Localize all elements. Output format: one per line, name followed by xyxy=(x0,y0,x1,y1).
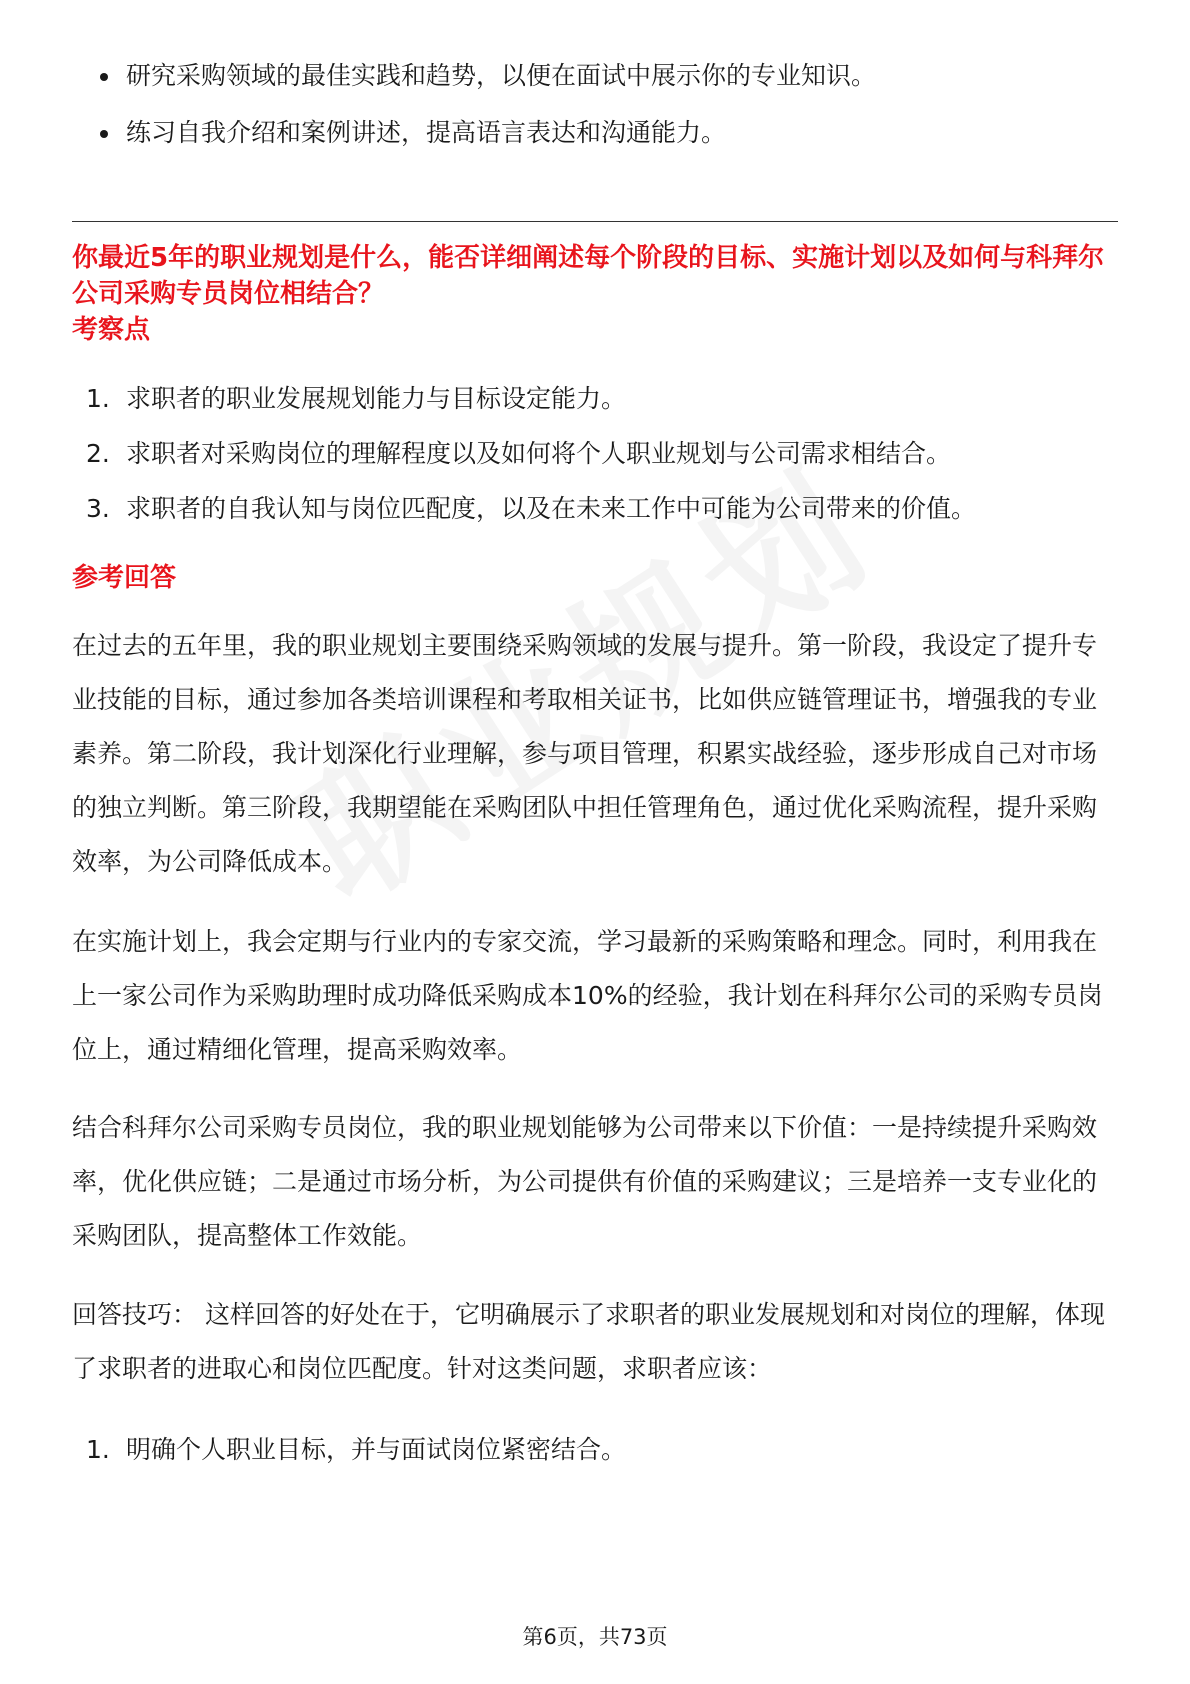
list-number: 1. xyxy=(86,384,110,413)
answer-title: 参考回答 xyxy=(72,563,177,593)
bullet-dot-icon xyxy=(100,73,108,81)
answer-tips-paragraph: 回答技巧： 这样回答的好处在于，它明确展示了求职者的职业发展规划和对岗位的理解，体现了求职者的进取心和岗位匹配度。针对这类问题，求职者应该： xyxy=(72,1300,1105,1383)
section-divider xyxy=(72,221,1118,222)
answer-paragraph: 在实施计划上，我会定期与行业内的专家交流，学习最新的采购策略和理念。同时，利用我在上一家公司作为采购助理时成功降低采购成本10%的经验，我计划在科拜尔公司的采购专员岗位上，通过精细化管理，提高采购效率。 xyxy=(72,927,1103,1064)
list-number: 2. xyxy=(86,439,110,468)
list-item xyxy=(72,115,1118,151)
list-number: 1. xyxy=(86,1435,110,1464)
question-heading: 你最近5年的职业规划是什么，能否详细阐述每个阶段的目标、实施计划以及如何与科拜尔公司采购专员岗位相结合？ xyxy=(72,243,1105,309)
list-item-text: 研究采购领域的最佳实践和趋势，以便在面试中展示你的专业知识。 xyxy=(126,61,877,90)
list-number: 3. xyxy=(86,494,110,523)
top-bullet-list xyxy=(72,58,1118,172)
tips-list xyxy=(72,1432,1118,1487)
list-item xyxy=(72,491,1118,527)
bullet-dot-icon xyxy=(100,130,108,138)
list-item-text: 求职者的自我认知与岗位匹配度，以及在未来工作中可能为公司带来的价值。 xyxy=(126,494,977,523)
list-item xyxy=(72,381,1118,417)
focus-list xyxy=(72,381,1118,546)
list-item xyxy=(72,58,1118,94)
answer-paragraph: 在过去的五年里，我的职业规划主要围绕采购领域的发展与提升。第一阶段，我设定了提升专业技能的目标，通过参加各类培训课程和考取相关证书，比如供应链管理证书，增强我的专业素养。第二阶段，我计划深化行业理解，参与项目管理，积累实战经验，逐步形成自己对市场的独立判断。第三阶段，我期望能在采购团队中担任管理角色，通过优化采购流程，提升采购效率，为公司降低成本。 xyxy=(72,631,1098,876)
page-footer: 第6页，共73页 xyxy=(522,1625,668,1649)
focus-title: 考察点 xyxy=(72,315,151,345)
answer-paragraph: 结合科拜尔公司采购专员岗位，我的职业规划能够为公司带来以下价值：一是持续提升采购效率，优化供应链；二是通过市场分析，为公司提供有价值的采购建议；三是培养一支专业化的采购团队，提高整体工作效能。 xyxy=(72,1113,1098,1250)
list-item xyxy=(72,1432,1118,1468)
list-item-text: 求职者的职业发展规划能力与目标设定能力。 xyxy=(126,384,627,413)
list-item-text: 求职者对采购岗位的理解程度以及如何将个人职业规划与公司需求相结合。 xyxy=(126,439,952,468)
list-item-text: 明确个人职业目标，并与面试岗位紧密结合。 xyxy=(126,1435,627,1464)
list-item xyxy=(72,436,1118,472)
list-item-text: 练习自我介绍和案例讲述，提高语言表达和沟通能力。 xyxy=(126,118,727,147)
